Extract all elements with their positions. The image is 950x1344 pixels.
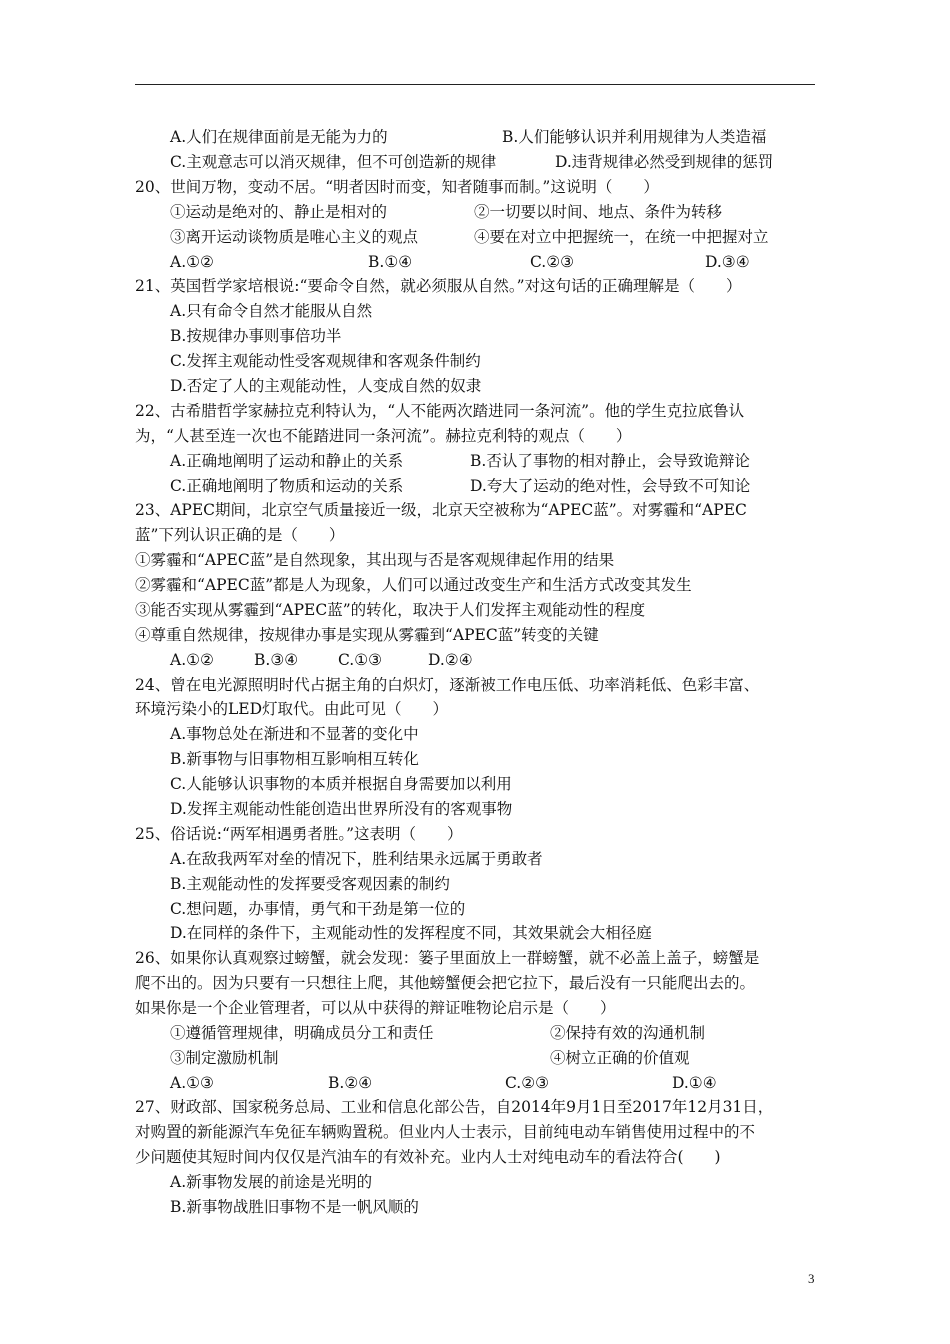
q23-item-1: ①雾霾和“APEC蓝”是自然现象，其出现与否是客观规律起作用的结果 bbox=[135, 551, 615, 569]
q26-choice-c: C.②③ bbox=[505, 1074, 550, 1092]
q20-choice-c: C.②③ bbox=[530, 253, 575, 271]
q19-option-a: A.人们在规律面前是无能为力的 bbox=[170, 128, 388, 146]
q27-stem-cont-1: 对购置的新能源汽车免征车辆购置税。但业内人士表示，目前纯电动车销售使用过程中的不 bbox=[135, 1123, 756, 1141]
q21-option-a: A.只有命令自然才能服从自然 bbox=[170, 302, 373, 320]
q20-item-1: ①运动是绝对的、静止是相对的 bbox=[170, 203, 388, 221]
q25-option-b: B.主观能动性的发挥要受客观因素的制约 bbox=[170, 875, 450, 893]
q22-option-a: A.正确地阐明了运动和静止的关系 bbox=[170, 452, 404, 470]
q26-choice-d: D.①④ bbox=[672, 1074, 717, 1092]
q20-item-2: ②一切要以时间、地点、条件为转移 bbox=[474, 203, 723, 221]
q24-option-a: A.事物总处在渐进和不显著的变化中 bbox=[170, 725, 419, 743]
q20-item-4: ④要在对立中把握统一，在统一中把握对立 bbox=[474, 228, 769, 246]
q19-option-d: D.违背规律必然受到规律的惩罚 bbox=[555, 153, 774, 171]
q22-option-c: C.正确地阐明了物质和运动的关系 bbox=[170, 477, 404, 495]
q27-option-b: B.新事物战胜旧事物不是一帆风顺的 bbox=[170, 1198, 419, 1216]
q21-option-d: D.否定了人的主观能动性，人变成自然的奴隶 bbox=[170, 377, 482, 395]
q24-stem-cont: 环境污染小的LED灯取代。由此可见（ ） bbox=[135, 700, 449, 718]
q23-item-3: ③能否实现从雾霾到“APEC蓝”的转化，取决于人们发挥主观能动性的程度 bbox=[135, 601, 646, 619]
q20-choice-b: B.①④ bbox=[368, 253, 413, 271]
q26-stem-cont-1: 爬不出的。因为只要有一只想往上爬，其他螃蟹便会把它拉下，最后没有一只能爬出去的。 bbox=[135, 974, 756, 992]
q24-option-b: B.新事物与旧事物相互影响相互转化 bbox=[170, 750, 419, 768]
q20-choice-a: A.①② bbox=[170, 253, 214, 271]
q26-choice-b: B.②④ bbox=[328, 1074, 373, 1092]
q26-item-4: ④树立正确的价值观 bbox=[550, 1049, 690, 1067]
q22-option-d: D.夸大了运动的绝对性，会导致不可知论 bbox=[470, 477, 751, 495]
q20-choice-d: D.③④ bbox=[705, 253, 750, 271]
q26-item-2: ②保持有效的沟通机制 bbox=[550, 1024, 706, 1042]
q26-choice-a: A.①③ bbox=[170, 1074, 214, 1092]
header-rule bbox=[135, 84, 815, 85]
q23-stem: 23、APEC期间，北京空气质量接近一级，北京天空被称为“APEC蓝”。对雾霾和“APEC bbox=[135, 501, 747, 519]
q26-stem: 26、如果你认真观察过螃蟹，就会发现：篓子里面放上一群螃蟹，就不必盖上盖子，螃蟹是 bbox=[135, 949, 760, 967]
q27-option-a: A.新事物发展的前途是光明的 bbox=[170, 1173, 373, 1191]
q25-stem: 25、俗话说:“两军相遇勇者胜。”这表明（ ） bbox=[135, 825, 463, 843]
q23-item-4: ④尊重自然规律，按规律办事是实现从雾霾到“APEC蓝”转变的关键 bbox=[135, 626, 599, 644]
q22-stem: 22、古希腊哲学家赫拉克利特认为，“人不能两次踏进同一条河流”。他的学生克拉底鲁认 bbox=[135, 402, 745, 420]
q26-stem-cont-2: 如果你是一个企业管理者，可以从中获得的辩证唯物论启示是（ ） bbox=[135, 999, 616, 1017]
q22-option-b: B.否认了事物的相对静止，会导致诡辩论 bbox=[470, 452, 750, 470]
q23-choice-a: A.①② bbox=[170, 651, 214, 669]
page-number: 3 bbox=[808, 1271, 815, 1286]
q24-option-d: D.发挥主观能动性能创造出世界所没有的客观事物 bbox=[170, 800, 513, 818]
q21-option-b: B.按规律办事则事倍功半 bbox=[170, 327, 342, 345]
q19-option-c: C.主观意志可以消灭规律，但不可创造新的规律 bbox=[170, 153, 497, 171]
q24-stem: 24、曾在电光源照明时代占据主角的白炽灯，逐渐被工作电压低、功率消耗低、色彩丰富、 bbox=[135, 676, 760, 694]
q25-option-d: D.在同样的条件下，主观能动性的发挥程度不同，其效果就会大相径庭 bbox=[170, 924, 652, 942]
q19-option-b: B.人们能够认识并利用规律为人类造福 bbox=[502, 128, 767, 146]
q23-choice-c: C.①③ bbox=[338, 651, 383, 669]
q23-choice-d: D.②④ bbox=[428, 651, 473, 669]
q22-stem-cont: 为，“人甚至连一次也不能踏进同一条河流”。赫拉克利特的观点（ ） bbox=[135, 427, 632, 445]
q26-item-3: ③制定激励机制 bbox=[170, 1049, 279, 1067]
q23-item-2: ②雾霾和“APEC蓝”都是人为现象，人们可以通过改变生产和生活方式改变其发生 bbox=[135, 576, 692, 594]
q20-item-3: ③离开运动谈物质是唯心主义的观点 bbox=[170, 228, 419, 246]
q27-stem-cont-2: 少问题使其短时间内仅仅是汽油车的有效补充。业内人士对纯电动车的看法符合( ) bbox=[135, 1148, 721, 1166]
q25-option-a: A.在敌我两军对垒的情况下，胜利结果永远属于勇敢者 bbox=[170, 850, 543, 868]
q21-option-c: C.发挥主观能动性受客观规律和客观条件制约 bbox=[170, 352, 481, 370]
q25-option-c: C.想问题，办事情，勇气和干劲是第一位的 bbox=[170, 900, 466, 918]
q23-choice-b: B.③④ bbox=[254, 651, 299, 669]
q20-stem: 20、世间万物，变动不居。“明者因时而变，知者随事而制。”这说明（ ） bbox=[135, 178, 659, 196]
q27-stem: 27、财政部、国家税务总局、工业和信息化部公告，自2014年9月1日至2017年12月31日， bbox=[135, 1098, 774, 1116]
q24-option-c: C.人能够认识事物的本质并根据自身需要加以利用 bbox=[170, 775, 512, 793]
q23-stem-cont: 蓝”下列认识正确的是（ ） bbox=[135, 526, 345, 544]
q21-stem: 21、英国哲学家培根说:“要命令自然，就必须服从自然。”对这句话的正确理解是（ ） bbox=[135, 277, 742, 295]
q26-item-1: ①遵循管理规律，明确成员分工和责任 bbox=[170, 1024, 434, 1042]
